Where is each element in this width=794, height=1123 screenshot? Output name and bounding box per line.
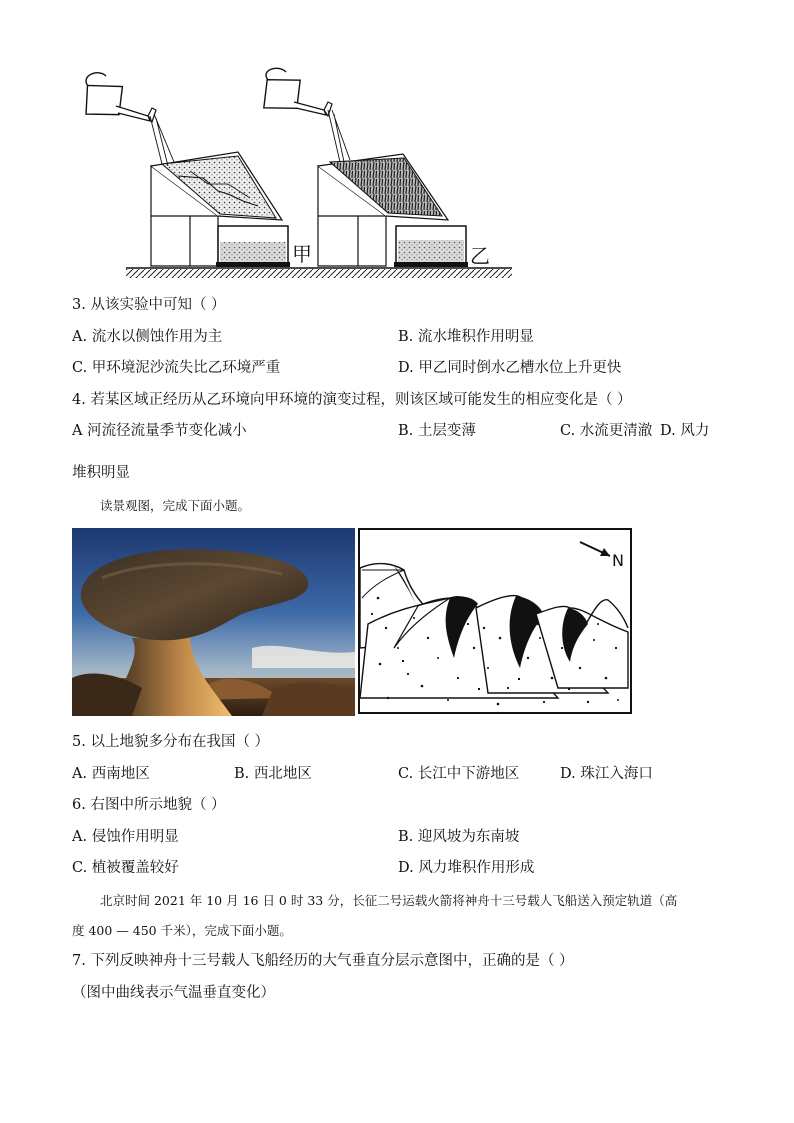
question-5-option-a[interactable]: A. 西南地区 [72, 766, 150, 782]
question-4-option-b[interactable]: B. 土层变薄 [398, 423, 476, 439]
question-3-stem: 3. 从该实验中可知（ ） [72, 297, 226, 313]
north-label: N [612, 551, 624, 570]
label-jia: 甲 [292, 242, 312, 266]
ground-hatch [126, 268, 512, 278]
question-7-stem: 7. 下列反映神舟十三号载人飞船经历的大气垂直分层示意图中，正确的是（ ） [72, 953, 574, 969]
question-6-option-b[interactable]: B. 迎风坡为东南坡 [398, 829, 520, 845]
question-7-note: （图中曲线表示气温垂直变化） [72, 985, 275, 1001]
label-yi: 乙 [470, 244, 490, 268]
question-4-option-d-continued: 堆积明显 [72, 465, 130, 481]
question-6-option-c[interactable]: C. 植被覆盖较好 [72, 860, 179, 876]
landscape-intro: 读景观图，完成下面小题。 [100, 498, 251, 513]
question-3-option-a[interactable]: A. 流水以侧蚀作用为主 [72, 329, 223, 345]
question-4-stem: 4. 若某区域正经历从乙环境向甲环境的演变过程，则该区域可能发生的相应变化是（ ） [72, 392, 632, 408]
space-intro-line2: 度 400 — 450 千米），完成下面小题。 [72, 923, 292, 938]
dune-diagram [358, 528, 632, 714]
question-5-option-b[interactable]: B. 西北地区 [234, 766, 312, 782]
space-intro-line1: 北京时间 2021 年 10 月 16 日 0 时 33 分，长征二号运载火箭将神舟十三号载人飞船送入预定轨道（高 [100, 893, 678, 908]
question-6-option-a[interactable]: A. 侵蚀作用明显 [72, 829, 179, 845]
question-4-option-a[interactable]: A 河流径流量季节变化减小 [72, 423, 247, 439]
question-4-option-d[interactable]: D. 风力 [660, 423, 710, 439]
mushroom-rock-photo [72, 528, 355, 716]
question-6-stem: 6. 右图中所示地貌（ ） [72, 797, 226, 813]
question-5-option-d[interactable]: D. 珠江入海口 [560, 766, 653, 782]
question-3-option-b[interactable]: B. 流水堆积作用明显 [398, 329, 534, 345]
question-5-stem: 5. 以上地貌多分布在我国（ ） [72, 734, 270, 750]
question-3-option-d[interactable]: D. 甲乙同时倒水乙槽水位上升更快 [398, 360, 622, 376]
question-6-option-d[interactable]: D. 风力堆积作用形成 [398, 860, 535, 876]
question-4-option-c[interactable]: C. 水流更清澈 [560, 423, 653, 439]
question-3-option-c[interactable]: C. 甲环境泥沙流失比乙环境严重 [72, 360, 281, 376]
question-5-option-c[interactable]: C. 长江中下游地区 [398, 766, 520, 782]
apparatus-left [80, 73, 290, 267]
